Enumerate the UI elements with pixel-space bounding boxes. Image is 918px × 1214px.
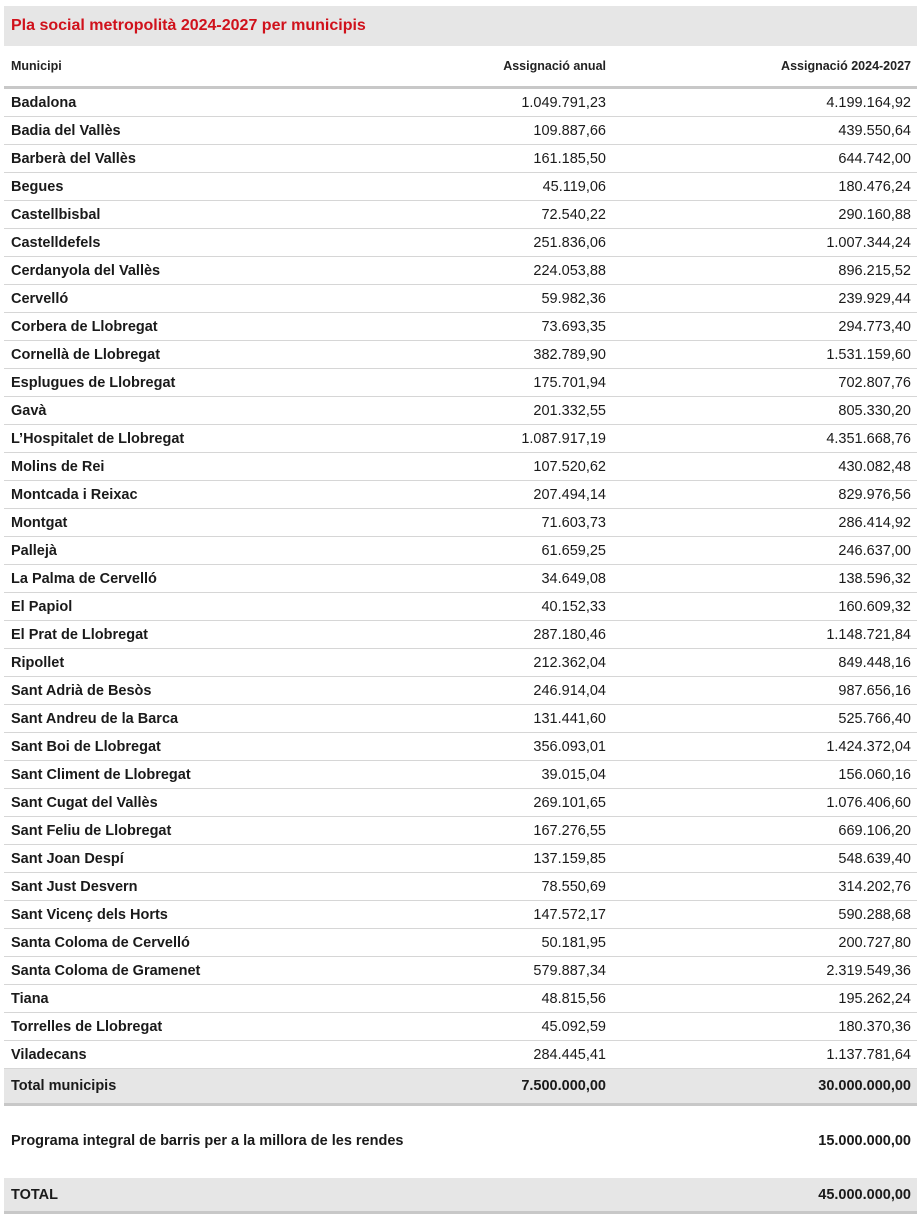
municipi-name: Torrelles de Llobregat — [11, 1018, 163, 1035]
table-row — [4, 901, 917, 929]
annual-amount: 109.887,66 — [533, 122, 606, 139]
annual-amount: 1.087.917,19 — [521, 430, 606, 447]
annual-amount: 161.185,50 — [533, 150, 606, 167]
annual-amount: 212.362,04 — [533, 654, 606, 671]
table-row — [4, 565, 917, 593]
total-amount: 2.319.549,36 — [826, 962, 911, 979]
municipi-name: Ripollet — [11, 654, 65, 671]
annual-amount: 224.053,88 — [533, 262, 606, 279]
table-row — [4, 509, 917, 537]
annual-amount: 147.572,17 — [533, 906, 606, 923]
annual-amount: 284.445,41 — [533, 1046, 606, 1063]
municipi-name: Sant Just Desvern — [11, 878, 138, 895]
total-amount: 430.082,48 — [838, 458, 911, 475]
annual-amount: 73.693,35 — [541, 318, 606, 335]
total-municipis-annual: 7.500.000,00 — [521, 1078, 606, 1094]
total-amount: 180.476,24 — [838, 178, 911, 195]
municipi-name: Gavà — [11, 402, 47, 419]
table-row — [4, 89, 917, 117]
annual-amount: 50.181,95 — [541, 934, 606, 951]
table-row — [4, 201, 917, 229]
total-amount: 590.288,68 — [838, 906, 911, 923]
table-row — [4, 173, 917, 201]
total-amount: 286.414,92 — [838, 514, 911, 531]
annual-amount: 382.789,90 — [533, 346, 606, 363]
table-row — [4, 313, 917, 341]
annual-amount: 45.119,06 — [542, 178, 606, 195]
programa-total: 15.000.000,00 — [818, 1133, 911, 1149]
table-row — [4, 957, 917, 985]
annual-amount: 356.093,01 — [533, 738, 606, 755]
table-body — [4, 89, 917, 1069]
annual-amount: 71.603,73 — [541, 514, 606, 531]
total-amount: 548.639,40 — [838, 850, 911, 867]
total-amount: 1.148.721,84 — [826, 626, 911, 643]
total-amount: 200.727,80 — [838, 934, 911, 951]
municipi-name: Molins de Rei — [11, 458, 105, 475]
annual-amount: 175.701,94 — [533, 374, 606, 391]
municipi-name: Pallejà — [11, 542, 57, 559]
table-row — [4, 453, 917, 481]
municipi-name: Sant Vicenç dels Horts — [11, 906, 168, 923]
annual-amount: 48.815,56 — [541, 990, 606, 1007]
annual-amount: 78.550,69 — [541, 878, 606, 895]
municipi-name: Badia del Vallès — [11, 122, 121, 139]
total-amount: 702.807,76 — [838, 374, 911, 391]
table-row — [4, 117, 917, 145]
municipi-name: La Palma de Cervelló — [11, 570, 157, 587]
total-amount: 1.424.372,04 — [826, 738, 911, 755]
municipi-name: Barberà del Vallès — [11, 150, 136, 167]
annual-amount: 579.887,34 — [533, 962, 606, 979]
total-amount: 138.596,32 — [838, 570, 911, 587]
total-amount: 669.106,20 — [838, 822, 911, 839]
municipi-name: Castellbisbal — [11, 206, 101, 223]
table-row — [4, 985, 917, 1013]
annual-amount: 40.152,33 — [541, 598, 606, 615]
programa-row — [4, 1126, 917, 1156]
municipi-name: Sant Cugat del Vallès — [11, 794, 158, 811]
table-row — [4, 369, 917, 397]
municipi-name: Esplugues de Llobregat — [11, 374, 176, 391]
grand-total-value: 45.000.000,00 — [818, 1186, 911, 1203]
table-row — [4, 257, 917, 285]
table-row — [4, 845, 917, 873]
annual-amount: 246.914,04 — [533, 682, 606, 699]
annual-amount: 131.441,60 — [533, 710, 606, 727]
table-row — [4, 341, 917, 369]
annual-amount: 269.101,65 — [533, 794, 606, 811]
total-municipis-label: Total municipis — [11, 1078, 117, 1094]
municipi-name: Montcada i Reixac — [11, 486, 138, 503]
table-header — [4, 46, 917, 89]
municipi-name: Badalona — [11, 94, 77, 111]
table-row — [4, 733, 917, 761]
table-row — [4, 817, 917, 845]
total-amount: 1.531.159,60 — [826, 346, 911, 363]
header-total: Assignació 2024-2027 — [781, 59, 911, 73]
total-amount: 439.550,64 — [838, 122, 911, 139]
total-amount: 246.637,00 — [838, 542, 911, 559]
table-row — [4, 789, 917, 817]
table-row — [4, 621, 917, 649]
annual-amount: 59.982,36 — [541, 290, 606, 307]
municipi-name: Corbera de Llobregat — [11, 318, 158, 335]
header-annual: Assignació anual — [503, 59, 606, 73]
table-row — [4, 285, 917, 313]
total-amount: 294.773,40 — [838, 318, 911, 335]
total-amount: 849.448,16 — [838, 654, 911, 671]
municipi-name: Santa Coloma de Cervelló — [11, 934, 190, 951]
annual-amount: 207.494,14 — [533, 486, 606, 503]
table-row — [4, 873, 917, 901]
total-amount: 896.215,52 — [838, 262, 911, 279]
total-amount: 4.351.668,76 — [826, 430, 911, 447]
table-row — [4, 593, 917, 621]
total-amount: 1.007.344,24 — [826, 234, 911, 251]
table-row — [4, 705, 917, 733]
annual-amount: 201.332,55 — [533, 402, 606, 419]
grand-total-row — [4, 1178, 917, 1214]
municipi-name: Cornellà de Llobregat — [11, 346, 161, 363]
municipi-name: Castelldefels — [11, 234, 101, 251]
total-amount: 314.202,76 — [838, 878, 911, 895]
municipi-name: Begues — [11, 178, 64, 195]
municipi-name: Tiana — [11, 990, 49, 1007]
municipi-name: El Prat de Llobregat — [11, 626, 148, 643]
total-amount: 987.656,16 — [838, 682, 911, 699]
programa-label: Programa integral de barris per a la millora de les rendes — [11, 1133, 404, 1149]
municipi-name: Sant Andreu de la Barca — [11, 710, 179, 727]
table-row — [4, 537, 917, 565]
municipi-name: Cerdanyola del Vallès — [11, 262, 161, 279]
table-row — [4, 145, 917, 173]
total-municipis-row — [4, 1069, 917, 1106]
table-row — [4, 929, 917, 957]
total-amount: 290.160,88 — [838, 206, 911, 223]
annual-amount: 34.649,08 — [541, 570, 606, 587]
annual-amount: 72.540,22 — [541, 206, 606, 223]
total-amount: 1.137.781,64 — [826, 1046, 911, 1063]
total-amount: 4.199.164,92 — [826, 94, 911, 111]
annual-amount: 107.520,62 — [533, 458, 606, 475]
total-amount: 805.330,20 — [838, 402, 911, 419]
table-row — [4, 677, 917, 705]
annual-amount: 287.180,46 — [533, 626, 606, 643]
annual-amount: 39.015,04 — [541, 766, 606, 783]
table-row — [4, 229, 917, 257]
total-amount: 1.076.406,60 — [826, 794, 911, 811]
table-row — [4, 397, 917, 425]
annual-amount: 167.276,55 — [533, 822, 606, 839]
municipi-name: Sant Joan Despí — [11, 850, 124, 867]
total-amount: 525.766,40 — [838, 710, 911, 727]
municipi-name: Cervelló — [11, 290, 69, 307]
table-title: Pla social metropolità 2024-2027 per municipis — [4, 6, 917, 46]
municipi-name: Santa Coloma de Gramenet — [11, 962, 201, 979]
annual-amount: 137.159,85 — [533, 850, 606, 867]
municipi-name: El Papiol — [11, 598, 73, 615]
annual-amount: 45.092,59 — [541, 1018, 606, 1035]
grand-total-label: TOTAL — [11, 1186, 58, 1203]
municipi-name: Sant Adrià de Besòs — [11, 682, 152, 699]
total-municipis-total: 30.000.000,00 — [818, 1078, 911, 1094]
table-row — [4, 425, 917, 453]
municipi-name: L’Hospitalet de Llobregat — [11, 430, 185, 447]
annual-amount: 1.049.791,23 — [521, 94, 606, 111]
table-row — [4, 481, 917, 509]
header-municipi: Municipi — [11, 59, 62, 73]
municipi-name: Sant Boi de Llobregat — [11, 738, 161, 755]
table-row — [4, 761, 917, 789]
municipi-name: Viladecans — [11, 1046, 87, 1063]
total-amount: 195.262,24 — [838, 990, 911, 1007]
total-amount: 156.060,16 — [838, 766, 911, 783]
annual-amount: 61.659,25 — [541, 542, 606, 559]
table-row — [4, 649, 917, 677]
annual-amount: 251.836,06 — [533, 234, 606, 251]
total-amount: 829.976,56 — [838, 486, 911, 503]
total-amount: 644.742,00 — [838, 150, 911, 167]
municipi-name: Montgat — [11, 514, 68, 531]
municipi-name: Sant Climent de Llobregat — [11, 766, 191, 783]
municipi-name: Sant Feliu de Llobregat — [11, 822, 172, 839]
allocation-table — [4, 6, 917, 1214]
table-row — [4, 1041, 917, 1069]
total-amount: 239.929,44 — [838, 290, 911, 307]
total-amount: 180.370,36 — [838, 1018, 911, 1035]
table-row — [4, 1013, 917, 1041]
total-amount: 160.609,32 — [838, 598, 911, 615]
